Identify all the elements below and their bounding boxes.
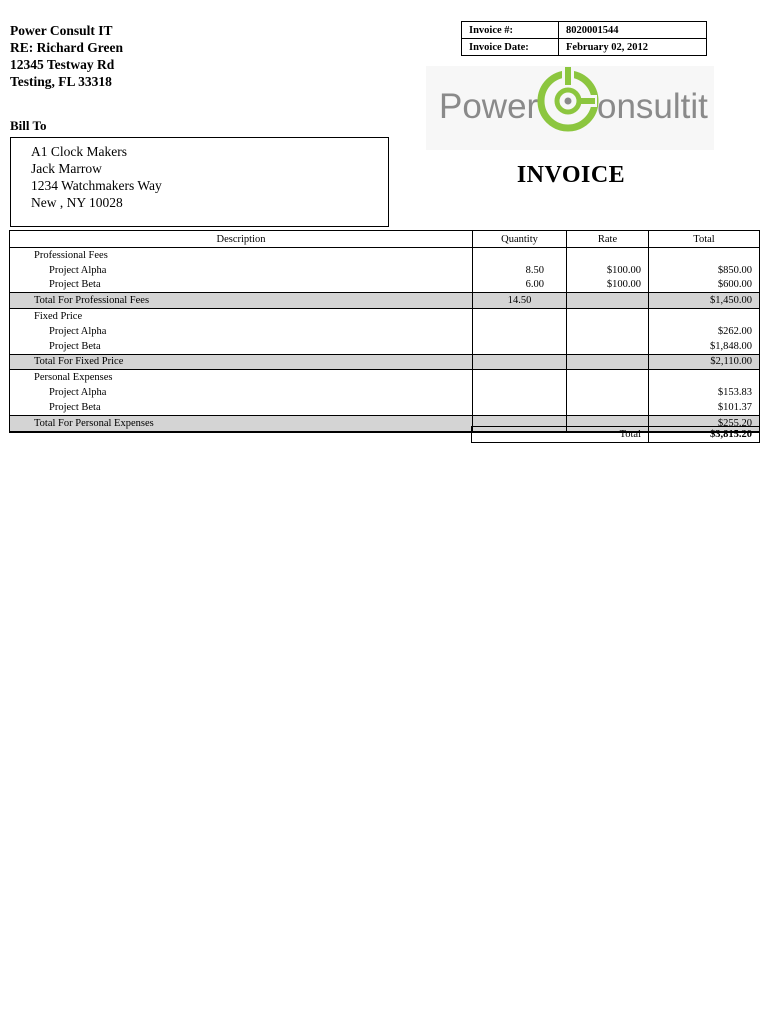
bill-to-contact: Jack Marrow <box>31 161 102 176</box>
table-row <box>10 263 760 278</box>
invoice-number-value: 8020001544 <box>559 22 707 39</box>
row-total <box>649 370 760 385</box>
row-total: $255.20 <box>649 415 760 431</box>
row-rate: $100.00 <box>567 263 649 278</box>
invoice-number-row <box>462 22 707 39</box>
row-rate <box>567 339 649 354</box>
grand-total-row <box>472 427 760 443</box>
row-description: Project Beta <box>10 400 473 415</box>
bill-to-box <box>10 137 389 227</box>
row-rate <box>567 324 649 339</box>
column-header-rate: Rate <box>567 231 649 248</box>
row-description: Professional Fees <box>10 248 473 263</box>
row-quantity <box>473 248 567 263</box>
row-total: $850.00 <box>649 263 760 278</box>
row-rate <box>567 385 649 400</box>
company-city: Testing, FL 33318 <box>10 74 112 89</box>
row-description: Total For Fixed Price <box>10 354 473 370</box>
invoice-date-label: Invoice Date: <box>462 39 559 56</box>
row-quantity <box>473 370 567 385</box>
table-row <box>10 370 760 385</box>
logo-emblem <box>541 66 597 128</box>
row-rate <box>567 309 649 324</box>
invoice-date-value: February 02, 2012 <box>559 39 707 56</box>
company-re-line: RE: Richard Green <box>10 40 123 55</box>
row-description: Project Alpha <box>10 263 473 278</box>
row-total: $262.00 <box>649 324 760 339</box>
company-address <box>10 22 123 90</box>
row-description: Project Alpha <box>10 385 473 400</box>
table-row <box>10 278 760 293</box>
row-quantity: 6.00 <box>473 278 567 293</box>
row-total: $101.37 <box>649 400 760 415</box>
logo-wordmark-consultit: onsultit <box>597 87 708 126</box>
logo-graphic <box>426 66 714 150</box>
company-name: Power Consult IT <box>10 23 113 38</box>
row-rate: $100.00 <box>567 278 649 293</box>
row-quantity: 8.50 <box>473 263 567 278</box>
row-description: Total For Personal Expenses <box>10 415 473 431</box>
bill-to-street: 1234 Watchmakers Way <box>31 178 162 193</box>
column-header-quantity: Quantity <box>473 231 567 248</box>
row-rate <box>567 400 649 415</box>
column-header-total: Total <box>649 231 760 248</box>
row-quantity <box>473 339 567 354</box>
bill-to-company: A1 Clock Makers <box>31 144 127 159</box>
company-street: 12345 Testway Rd <box>10 57 115 72</box>
row-rate <box>567 354 649 370</box>
row-description: Project Beta <box>10 278 473 293</box>
invoice-number-label: Invoice #: <box>462 22 559 39</box>
grand-total-label: Total <box>472 427 649 443</box>
row-total <box>649 309 760 324</box>
row-description: Personal Expenses <box>10 370 473 385</box>
row-quantity <box>473 324 567 339</box>
row-total: $153.83 <box>649 385 760 400</box>
bill-to-city: New , NY 10028 <box>31 195 123 210</box>
row-total: $1,450.00 <box>649 293 760 309</box>
table-row <box>10 339 760 354</box>
row-rate <box>567 370 649 385</box>
row-total: $2,110.00 <box>649 354 760 370</box>
row-quantity <box>473 354 567 370</box>
table-row <box>10 248 760 263</box>
row-description: Project Beta <box>10 339 473 354</box>
table-row <box>10 324 760 339</box>
row-total: $1,848.00 <box>649 339 760 354</box>
row-description: Project Alpha <box>10 324 473 339</box>
table-row <box>10 309 760 324</box>
row-total: $600.00 <box>649 278 760 293</box>
row-quantity: 14.50 <box>473 293 567 309</box>
row-quantity <box>473 400 567 415</box>
subtotal-row <box>10 293 760 309</box>
column-header-description: Description <box>10 231 473 248</box>
row-rate <box>567 248 649 263</box>
row-description: Fixed Price <box>10 309 473 324</box>
row-rate <box>567 293 649 309</box>
row-quantity <box>473 385 567 400</box>
logo-wordmark-power: Power <box>439 87 539 126</box>
table-header <box>10 231 760 248</box>
row-description: Total For Professional Fees <box>10 293 473 309</box>
table-row <box>10 400 760 415</box>
row-total <box>649 248 760 263</box>
company-logo <box>426 66 714 150</box>
invoice-meta-table <box>461 21 707 56</box>
grand-total-table <box>471 426 760 443</box>
invoice-date-row <box>462 39 707 56</box>
grand-total-amount: $3,815.20 <box>649 427 760 443</box>
invoice-title: INVOICE <box>516 162 626 188</box>
table-row <box>10 385 760 400</box>
row-quantity <box>473 309 567 324</box>
bill-to-heading: Bill To <box>10 118 47 133</box>
subtotal-row <box>10 354 760 370</box>
line-items-table <box>9 230 760 433</box>
